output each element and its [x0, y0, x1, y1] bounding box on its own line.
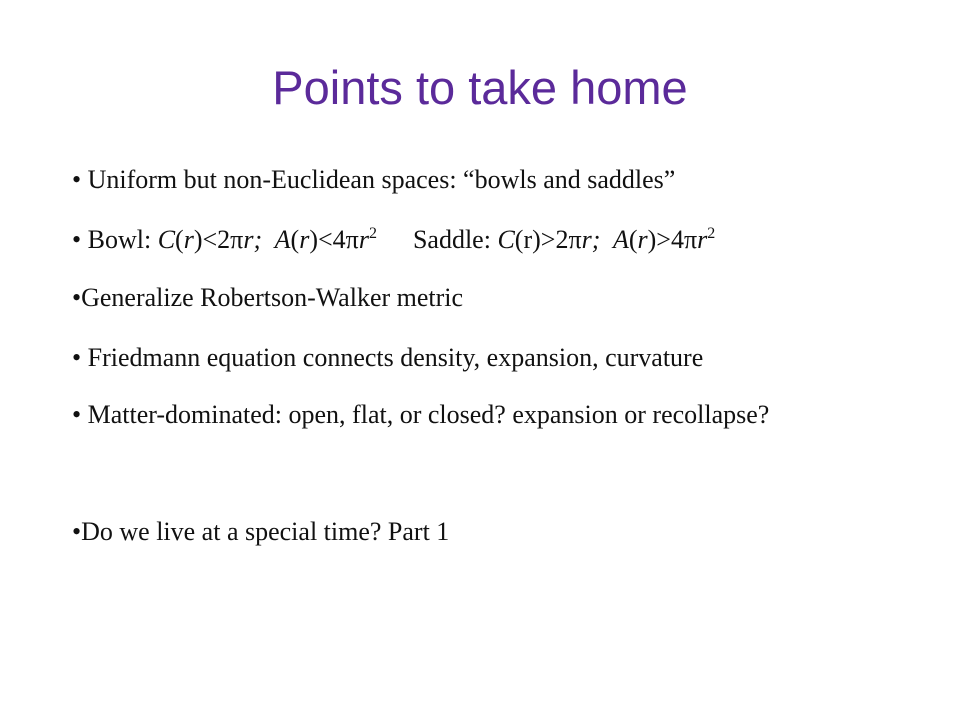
bullet-uniform-spaces: • Uniform but non-Euclidean spaces: “bowls and saddles” [72, 165, 676, 194]
bullet-robertson-walker: •Generalize Robertson-Walker metric [72, 283, 464, 312]
saddle-four: 4 [670, 225, 684, 254]
bowl-lt-sign: < [202, 225, 218, 254]
saddle-pi-2: π [683, 225, 698, 254]
saddle-exponent: 2 [707, 225, 716, 242]
bowl-two: 2 [217, 225, 231, 254]
bullet-bowl-saddle: • Bowl: C(r)<2πr; $A(r)<4\pi r^2$ Saddle: C(r)>2πr; $A(r)>4\pi r^2$ [72, 225, 716, 254]
saddle-radius-symbol-4: r [697, 225, 708, 254]
bowl-radius-symbol: r [183, 225, 194, 254]
bowl-radius-symbol-4: r [358, 225, 369, 254]
saddle-pi: π [568, 225, 582, 254]
bowl-pi-2: π [345, 225, 359, 254]
saddle-gt-sign: > [540, 225, 556, 254]
bullet-marker: • [72, 225, 88, 254]
saddle-gt-sign-2: > [656, 225, 671, 254]
saddle-radius-symbol-3: r [637, 225, 648, 254]
bowl-exponent: 2 [368, 225, 377, 242]
bowl-lt-sign-2: < [318, 225, 333, 254]
saddle-label: Saddle: [412, 225, 498, 254]
bowl-radius-symbol-2: r [243, 225, 254, 254]
bowl-radius-symbol-3: r [299, 225, 310, 254]
saddle-radius-symbol-2: r [581, 225, 592, 254]
saddle-two: 2 [555, 225, 569, 254]
bowl-label: Bowl: [87, 225, 158, 254]
saddle-circumference-symbol: C [497, 225, 515, 254]
bowl-pi: π [230, 225, 244, 254]
saddle-radius-symbol: r [523, 225, 533, 254]
slide-title: Points to take home [272, 61, 688, 114]
bowl-area-symbol: A [274, 225, 291, 254]
bowl-four: 4 [332, 225, 346, 254]
bullet-friedmann: • Friedmann equation connects density, expansion, curvature [72, 343, 704, 372]
bullet-matter-dominated: • Matter-dominated: open, flat, or closed? expansion or recollapse? [72, 400, 770, 429]
bullet-special-time: •Do we live at a special time? Part 1 [72, 517, 450, 546]
saddle-area-symbol: A [612, 225, 629, 254]
bowl-circumference-symbol: C [157, 225, 176, 254]
